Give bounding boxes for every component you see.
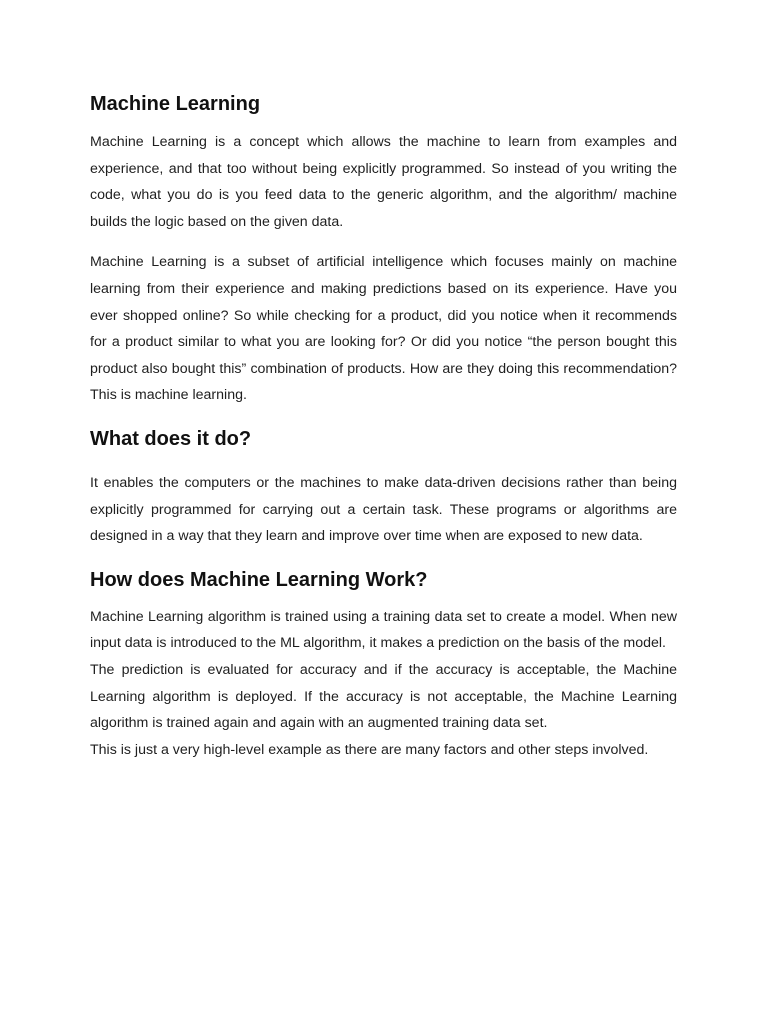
paragraph-what-it-does: It enables the computers or the machines to make data-driven decisions rather than being explicitly programmed for carrying out a certain task. These programs or algorithms are designed in a way that they learn and improve over time when are exposed to new data. [90, 474, 677, 545]
paragraph-training: Machine Learning algorithm is trained using a training data set to create a model. When new input data is introduced to the ML algorithm, it makes a prediction on the basis of the model. [90, 608, 677, 652]
heading-what-does-it-do: What does it do? [90, 427, 252, 450]
paragraph-ml-definition: Machine Learning is a concept which allows the machine to learn from examples and experience, and that too without being explicitly programmed. So instead of you writing the code, what you do is you feed data to the generic algorithm, and the algorithm/ machine builds the logic based on the given data. [90, 134, 677, 230]
document-body [90, 90, 677, 763]
paragraph-evaluation: The prediction is evaluated for accuracy and if the accuracy is acceptable, the Machine Learning algorithm is deployed. If the accuracy is not acceptable, the Machine Learning algorithm is trained again and again with an augmented training data set. [90, 661, 677, 732]
heading-how-does-ml-work: How does Machine Learning Work? [90, 568, 428, 591]
paragraph-high-level-note: This is just a very high-level example as there are many factors and other steps involved. [90, 741, 649, 758]
heading-machine-learning: Machine Learning [90, 93, 261, 115]
paragraph-ml-subset: Machine Learning is a subset of artificial intelligence which focuses mainly on machine learning from their experience and making predictions based on its experience. Have you ever shopped online? So while checking for a product, did you notice when it recommends for a product similar to what you are looking for? Or did you notice “the person bought this product also bought this” combination of products. How are they doing this recommendation? This is machine learning. [90, 254, 677, 404]
